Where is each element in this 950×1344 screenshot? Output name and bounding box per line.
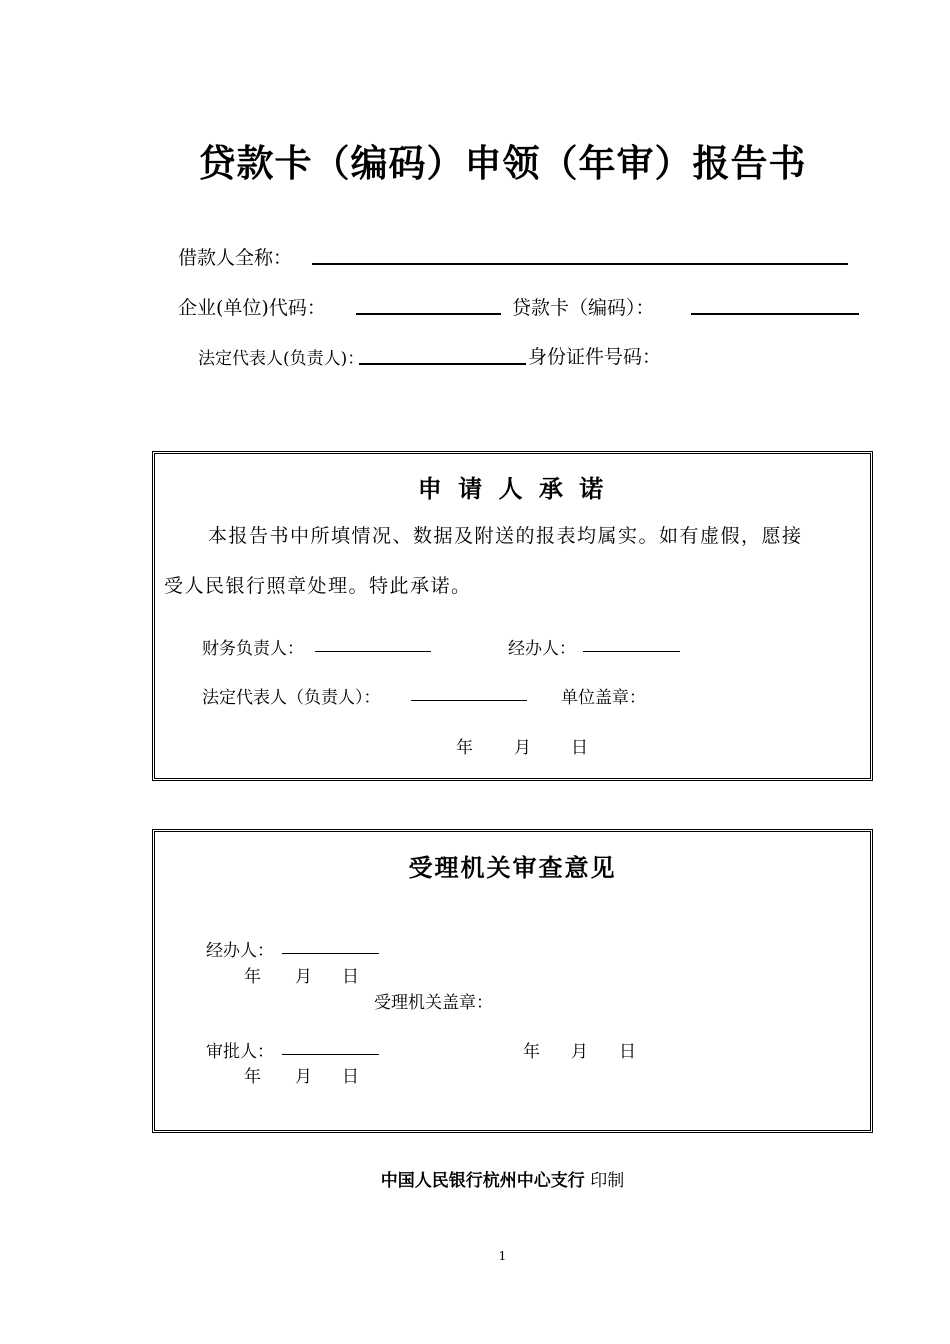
review-date2-month: 月 [295,1067,312,1087]
review-opinion-box [152,829,873,1133]
applicant-pledge-title: 申 请 人 承 诺 [417,475,608,503]
footer-issuer: 中国人民银行杭州中心支行 [380,1171,585,1191]
approver-label: 审批人： [206,1042,274,1062]
pledge-date-year: 年 [456,738,473,758]
pledge-handler-blank[interactable] [583,651,680,652]
footer-printed: 印制 [590,1171,625,1191]
pledge-text-line1: 本报告书中所填情况、数据及附送的报表均属实。如有虚假，愿接 [208,525,803,547]
legal-rep-blank[interactable] [359,363,526,365]
review-date3-month: 月 [571,1042,588,1062]
legal-rep-label: 法定代表人(负责人)： [198,349,365,369]
document-title: 贷款卡（编码）申领（年审）报告书 [198,142,807,185]
applicant-pledge-box [152,451,873,781]
pledge-date-day: 日 [571,738,588,758]
authority-seal-label: 受理机关盖章： [374,993,493,1013]
review-date1-year: 年 [244,967,261,987]
review-date3-day: 日 [619,1042,636,1062]
borrower-name-label: 借款人全称： [178,247,293,269]
page-number: 1 [498,1249,507,1263]
pledge-date-month: 月 [514,738,531,758]
unit-seal-label: 单位盖章： [561,688,646,708]
pledge-handler-label: 经办人： [508,639,576,659]
review-handler-blank[interactable] [282,953,379,954]
org-code-blank[interactable] [356,313,501,315]
review-handler-label: 经办人： [206,941,274,961]
loan-card-label: 贷款卡（编码）： [512,297,655,319]
review-date1-day: 日 [342,967,359,987]
review-date2-day: 日 [342,1067,359,1087]
review-date2-year: 年 [244,1067,261,1087]
id-number-label: 身份证件号码： [528,346,662,368]
pledge-legal-rep-blank[interactable] [411,700,527,701]
footer [0,1166,950,1191]
pledge-text-line2: 受人民银行照章处理。特此承诺。 [164,575,472,597]
review-opinion-title: 受理机关审查意见 [408,854,617,882]
org-code-label: 企业(单位)代码： [178,297,326,319]
loan-card-blank[interactable] [691,313,859,315]
finance-head-label: 财务负责人： [202,639,304,659]
finance-head-blank[interactable] [315,651,431,652]
approver-blank[interactable] [282,1054,379,1055]
review-date1-month: 月 [295,967,312,987]
review-date3-year: 年 [523,1042,540,1062]
pledge-legal-rep-label: 法定代表人（负责人）： [202,688,381,708]
borrower-name-blank[interactable] [312,263,848,265]
